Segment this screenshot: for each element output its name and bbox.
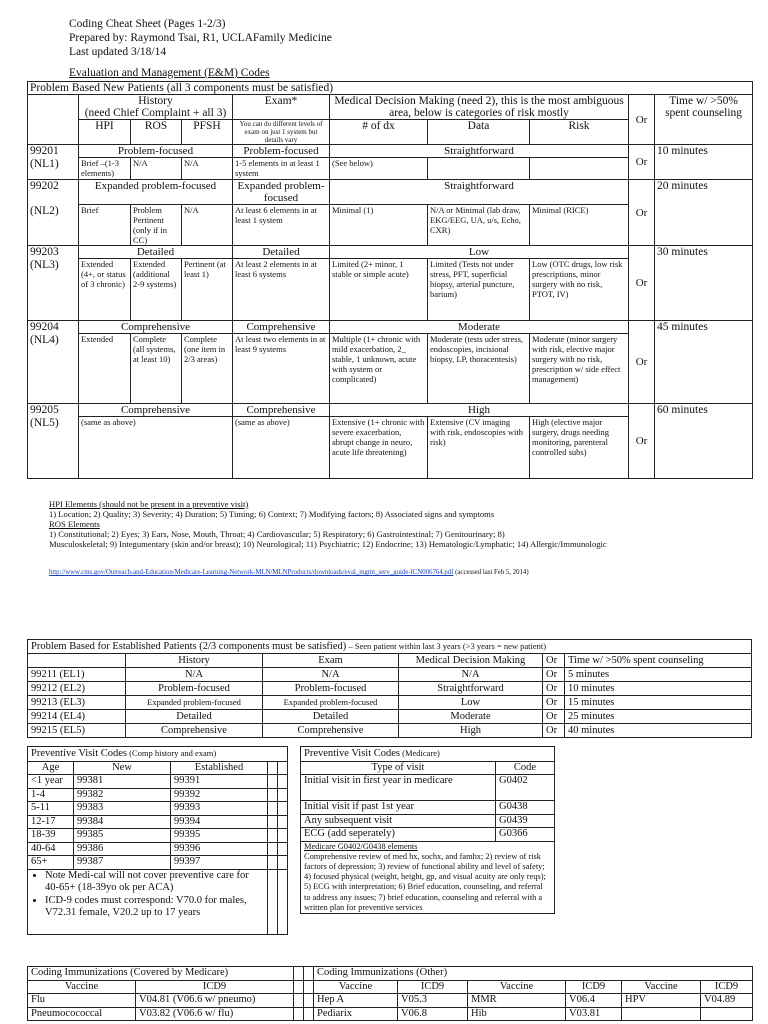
table-row: 99204 Comprehensive Comprehensive Moderate Or 45 minutes <box>28 321 753 334</box>
table-row: 40-64 99386 99396 <box>28 842 288 856</box>
ros-elements-heading: ROS Elements <box>49 519 100 529</box>
table-row: (NL5) (same as above) (same as above) Extensive (1+ chronic with severe exacerbation, abrupt change in neuro, acute life threatening) Extensive (CV imaging with risk, endoscopies with risk) High (elective major surgery, drugs needing monitoring, parenteral controlled subs) <box>28 417 753 479</box>
table-row: (NL1) Brief –(1-3 elements) N/A N/A 1-5 elements in at least 1 system (See below) <box>28 158 753 180</box>
exam-header: Exam* <box>233 95 330 120</box>
est-exam-header: Exam <box>263 654 399 668</box>
table-row: 99202 Expanded problem-focused Expanded problem-focused Straightforward Or 20 minutes <box>28 180 753 205</box>
established-patients-table <box>27 639 752 738</box>
preventive-title: Preventive Visit Codes (Comp history and exam) <box>28 747 288 762</box>
cpt-code: 99201 <box>28 145 79 158</box>
table-row: 99214 (EL4) Detailed Detailed Moderate Or 25 minutes <box>28 710 752 724</box>
table-row: Flu V04.81 (V06.6 w/ pneumo) Hep A V05.3 MMR V06.4 HPV V04.89 <box>28 994 753 1008</box>
table-row: 99203 Detailed Detailed Low Or 30 minutes <box>28 246 753 259</box>
table-row: <1 year 99381 99391 <box>28 775 288 789</box>
table-row: 99201 Problem-focused Problem-focused Straightforward Or 10 minutes <box>28 145 753 158</box>
table-row: Initial visit if past 1st year G0438 <box>301 801 555 815</box>
cms-reference-link[interactable]: http://www.cms.gov/Outreach-and-Education/Medicare-Learning-Network-MLN/MLNProducts/downloads/eval_mgmt_serv_guide-ICN006764.pdf <box>49 569 454 576</box>
medicare-preventive-table: Preventive Visit Codes (Medicare) Type of visit Code Initial visit in first year in medicare G0402 Initial visit if past 1st year G0438 Any subsequent visit G0439 ECG (add seperately) G0366 Medicare G0402/G0438 elements Comprehensive review of med hx, sochx, and famhx; 2) review of risk factors of depression; 3) review of functional ability and level of safety; 4) focused physical (weight, height, gp, and visual acuity are only reqs); 5) ECG with interpretation; 6) Brief education, counseling, and referral to address any issues; 7) brief education, counseling and referral with a written plan for preventive services <box>300 746 555 914</box>
exam-note: You can do different levels of exam on just 1 system but details vary <box>233 120 330 145</box>
reference-link-line <box>49 569 529 576</box>
document-header <box>69 17 332 59</box>
pfsh-header: PFSH <box>182 120 233 145</box>
new-patients-title: Problem Based New Patients (all 3 components must be satisfied) <box>28 82 753 95</box>
hpi-elements-list: 1) Location; 2) Quality; 3) Severity; 4) Duration; 5) Timing; 6) Context; 7) Modifying factors; 8) Associated signs and symptoms <box>49 509 495 519</box>
table-row: 99213 (EL3) Expanded problem-focused Expanded problem-focused Low Or 15 minutes <box>28 696 752 710</box>
em-section-title: Evaluation and Management (E&M) Codes <box>69 67 270 79</box>
table-row: 99211 (EL1) N/A N/A N/A Or 5 minutes <box>28 668 752 682</box>
established-title: Problem Based for Established Patients (2/3 components must be satisfied) – Seen patient within last 3 years (>3 years = new patient) <box>28 640 752 654</box>
table-row: Initial visit in first year in medicare G0402 <box>301 775 555 801</box>
elements-notes <box>49 499 607 549</box>
table-row: 99212 (EL2) Problem-focused Problem-focused Straightforward Or 10 minutes <box>28 682 752 696</box>
table-row: 18-39 99385 99395 <box>28 829 288 843</box>
cpt-code: 99205 <box>28 404 79 417</box>
table-row: 12-17 99384 99394 <box>28 815 288 829</box>
medical-note: • Note Medi-cal will not cover preventive care for 40-65+ (18-39yo ok per ACA) <box>45 870 264 895</box>
history-header: History (need Chief Complaint + all 3) <box>79 95 233 120</box>
icd9-note: • ICD-9 codes must correspond: V70.0 for males, V72.31 female, V20.2 up to 17 years <box>45 895 264 920</box>
table-row: 1-4 99382 99392 <box>28 788 288 802</box>
ros-elements-list-cont: Musculoskeletal; 9) Integumentary (skin and/or breast); 10) Neurological; 11) Psychiatric; 12) Endocrine; 13) Hematologic/Lymphatic; 14) Allergic/Immunologic <box>49 539 607 549</box>
preventive-codes-table: Preventive Visit Codes (Comp history and exam) Age New Established <1 year 99381 99391 1-4 99382 99392 5-11 99383 99393 12-17 99384 99394 18-39 99385 99395 40-64 99386 99396 65+ 99387 99397 • Note Medi-cal will not cover preventive care for 40-65+ (18-39yo ok per ACA) • ICD-9 codes must correspond: V70.0 for males, V72.31 female, V20.2 up to 17 years <box>27 746 288 935</box>
or-header: Or <box>629 95 655 145</box>
hpi-elements-heading: HPI Elements (should not be present in a preventive visit) <box>49 499 249 509</box>
data-header: Data <box>428 120 530 145</box>
time-header: Time w/ >50% spent counseling <box>655 95 753 145</box>
new-patients-table <box>27 81 753 479</box>
table-row: (NL3) Extended (4+, or status of 3 chronic) Extended (additional 2-9 systems) Pertinent (at least 1) At least 2 elements in at least 6 systems Limited (2+ minor, 1 stable or simple acute) Limited (Tests not under stress, PFT, superficial biopsy, arterial puncture, barium) Low (OTC drugs, low risk prescriptions, minor surgery with no risk, PTOT, IV) <box>28 259 753 321</box>
table-row: (NL2) Brief Problem Pertinent (only if in CC) N/A At least 6 elements in at least 1 system Minimal (1) N/A or Minimal (lab draw, EKG/EEG, UA, u/s, Echo, CXR) Minimal (RICE) <box>28 205 753 246</box>
ros-elements-list: 1) Constitutional; 2) Eyes; 3) Ears, Nose, Mouth, Throat; 4) Cardiovascular; 5) Respiratory; 6) Gastrointestinal; 7) Genitourinary; 8) <box>49 529 505 539</box>
preventive-notes <box>28 869 268 934</box>
est-or-header: Or <box>543 654 565 668</box>
table-row: Any subsequent visit G0439 <box>301 814 555 828</box>
cpt-code: 99204 <box>28 321 79 334</box>
est-time-header: Time w/ >50% spent counseling <box>565 654 752 668</box>
doc-title: Coding Cheat Sheet (Pages 1-2/3) <box>69 18 226 30</box>
doc-author: Prepared by: Raymond Tsai, R1, UCLAFamily Medicine <box>69 32 332 44</box>
mdm-header: Medical Decision Making (need 2), this is the most ambiguous area, below is categories of risk mostly <box>330 95 629 120</box>
accessed-note: (accessed last Feb 5, 2014) <box>455 569 529 576</box>
doc-updated: Last updated 3/18/14 <box>69 46 167 58</box>
cpt-code: 99203 <box>28 246 79 259</box>
cpt-code: 99202 <box>28 180 79 205</box>
medicare-title: Preventive Visit Codes (Medicare) <box>301 747 555 762</box>
immunizations-table: Coding Immunizations (Covered by Medicare) Coding Immunizations (Other) Vaccine ICD9 Vaccine ICD9 Vaccine ICD9 Vaccine ICD9 Flu V04.81 (V06.6 w/ pneumo) Hep A V05.3 MMR V06.4 HPV V04.89 Pneumocococcal V03.82 (V06.6 w/ flu) Pediarix V06.8 Hib V03.81 <box>27 966 753 1021</box>
risk-header: Risk <box>530 120 629 145</box>
est-history-header: History <box>126 654 263 668</box>
table-row: 65+ 99387 99397 <box>28 856 288 870</box>
medicare-elements: Medicare G0402/G0438 elements Comprehensive review of med hx, sochx, and famhx; 2) review of risk factors of depression; 3) review of functional ability and level of safety; 4) focused physical (weight, height, gp, and visual acuity are only reqs); 5) ECG with interpretation; 6) Brief education, counseling, and referral to address any issues; 7) brief education, counseling and referral with a written plan for preventive services <box>301 841 555 913</box>
hpi-header: HPI <box>79 120 131 145</box>
table-row: 99205 Comprehensive Comprehensive High Or 60 minutes <box>28 404 753 417</box>
table-row: 5-11 99383 99393 <box>28 802 288 816</box>
table-row: (NL4) Extended Complete (all systems, at least 10) Complete (one item in 2/3 areas) At least two elements in at least 9 systems Multiple (1+ chronic with mild exacerbation, 2_ stable, 1 unknown, acute with system or complicated) Moderate (tests uder stress, endoscopies, incisional biopsy, LP, thoracentesis) Moderate (minor surgery with risk, elective major surgery with no risk, prescription w/ side effect management) <box>28 334 753 404</box>
table-row: ECG (add seperately) G0366 <box>301 828 555 842</box>
immunizations-medicare-title: Coding Immunizations (Covered by Medicare) <box>28 967 294 981</box>
ros-header: ROS <box>131 120 182 145</box>
table-row: Pneumocococcal V03.82 (V06.6 w/ flu) Pediarix V06.8 Hib V03.81 <box>28 1007 753 1021</box>
immunizations-other-title: Coding Immunizations (Other) <box>314 967 753 981</box>
num-dx-header: # of dx <box>330 120 428 145</box>
table-row: 99215 (EL5) Comprehensive Comprehensive High Or 40 minutes <box>28 724 752 738</box>
est-mdm-header: Medical Decision Making <box>399 654 543 668</box>
